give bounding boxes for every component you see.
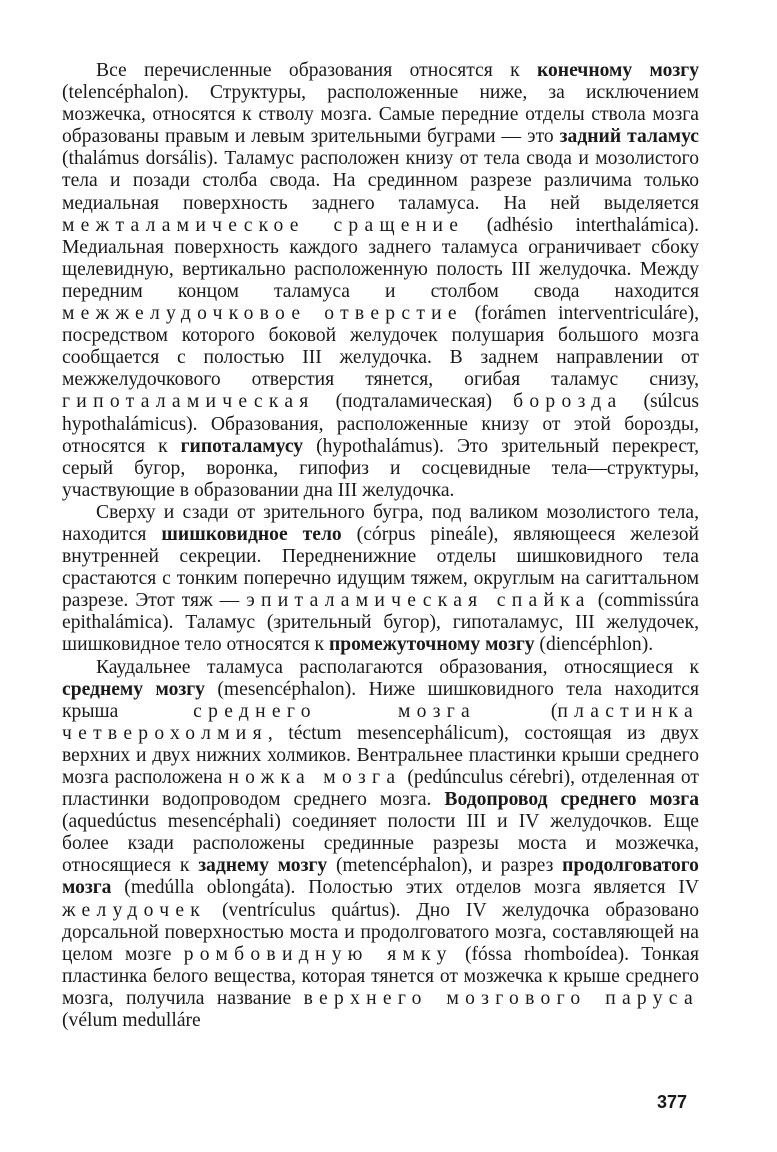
text-run: (thalámus dorsális). Таламус расположен книзу от тела свода и мозолистого тела и позади столба свода. На срединном разрезе различима только медиальная поверхность заднего таламуса. На ней выделяется bbox=[62, 148, 699, 214]
spaced-term: гипоталамическая bbox=[62, 391, 315, 413]
paragraph-3 bbox=[62, 657, 699, 1033]
book-page bbox=[62, 60, 699, 1032]
spaced-term: межталамическое сращение bbox=[62, 214, 465, 236]
bold-term: продолговатого мозга bbox=[62, 855, 699, 899]
text-run: (metencéphalon), и разрез bbox=[327, 855, 563, 877]
text-run: Все перечисленные образования относятся к bbox=[96, 60, 537, 81]
bold-term: Водопровод среднего мозга bbox=[444, 789, 700, 811]
spaced-term: пластинка четверохолмия bbox=[62, 700, 699, 744]
text-run: (súlcus hypothalámicus). Образования, расположенные книзу от этой борозды, относятся к bbox=[62, 391, 699, 457]
text-run: (diencéphlon). bbox=[534, 634, 654, 656]
spaced-term: ножка мозга bbox=[228, 767, 402, 788]
spaced-term: среднего мозга bbox=[193, 700, 476, 722]
bold-term: конечному мозгу bbox=[536, 60, 699, 81]
text-run: , téctum mesencephálicum), состоящая из двух верхних и двух нижних холмиков. Вентральнее пластинки крыши среднего мозга расположена bbox=[62, 722, 699, 788]
text-run: (pedúnculus cérebri), отделенная от пластинки водопроводом среднего мозга. bbox=[62, 767, 699, 811]
spaced-term: ромбовидную ямку bbox=[183, 943, 453, 965]
page-number: 377 bbox=[657, 1092, 688, 1112]
bold-term: задний таламус bbox=[559, 126, 699, 148]
text-run: (hypothalámus). Это зрительный перекрест, серый бугор, воронка, гипофиз и сосцевидные тела—структуры, участвующие в образовании дна III желудочка. bbox=[62, 435, 699, 501]
text-run: (medúlla oblongáta). Полостью этих отделов мозга является IV bbox=[111, 877, 699, 899]
text-run: (telencéphalon). Структуры, расположенные ниже, за исключением мозжечка, относятся к стволу мозга. Самые передние отделы ствола мозга образованы правым и левым зрительными буграми — это bbox=[62, 82, 699, 148]
text-run: ( bbox=[475, 700, 558, 722]
text-run: (ventrículus quártus). Дно IV желудочка образовано дорсальной поверхностью моста и продолговатого мозга, составляющей на целом мозге bbox=[62, 899, 699, 965]
bold-term: промежуточному мозгу bbox=[328, 634, 535, 656]
text-run: (fóssa rhomboídea). Тонкая пластинка белого вещества, которая тянется от мозжечка к крыше среднего мозга, получила название bbox=[62, 943, 699, 1009]
bold-term: среднему мозгу bbox=[62, 678, 205, 700]
paragraph-2 bbox=[62, 502, 699, 657]
text-run: (forámen interventriculáre), посредством которого боковой желудочек полушария большого мозга сообщается с полостью III желудочка. В заднем направлении от межжелудочкового отверстия тянется, огибая таламус снизу, bbox=[62, 303, 699, 391]
text-run: (aquedúctus mesencéphali) соединяет полости III и IV желудочков. Еще более кзади расположены срединные разрезы моста и мозжечка, относящиеся к bbox=[62, 811, 699, 877]
text-run: (vélum medulláre bbox=[62, 1010, 201, 1032]
text-run: (adhésio interthalámica). Медиальная поверхность каждого заднего таламуса ограничивает сбоку щелевидную, вертикально расположенную полость III желудочка. Между передним концом таламуса и столбом свода находится bbox=[62, 214, 699, 302]
text-run: Сверху и сзади от зрительного бугра, под валиком мозолистого тела, находится bbox=[62, 501, 699, 545]
spaced-term: верхнего мозгового паруса bbox=[303, 987, 699, 1009]
spaced-term: эпиталамическая спайка bbox=[246, 590, 591, 612]
paragraph-1 bbox=[62, 60, 699, 502]
bold-term: гипоталамусу bbox=[180, 435, 304, 457]
text-run: (córpus pineále), являющееся железой внутренней секреции. Передненижние отделы шишковидного тела срастаются с тонким поперечно идущим тяжем, округлым на сагиттальном разрезе. Этот тяж — bbox=[62, 523, 699, 612]
bold-term: заднему мозгу bbox=[198, 855, 328, 877]
text-run: (подталамическая) bbox=[314, 391, 514, 413]
spaced-term: желудочек bbox=[62, 899, 207, 921]
text-run: (commissúra epithalámica). Таламус (зрительный бугор), гипоталамус, III желудочек, шишковидное тело относятся к bbox=[62, 590, 699, 656]
spaced-term: борозда bbox=[513, 391, 623, 413]
text-run: Каудальнее таламуса располагаются образования, относящиеся к bbox=[96, 656, 699, 678]
text-run: (mesencéphalon). Ниже шишковидного тела находится крыша bbox=[62, 678, 699, 722]
spaced-term: межжелудочковое отверстие bbox=[62, 303, 463, 325]
bold-term: шишковидное тело bbox=[161, 523, 342, 545]
